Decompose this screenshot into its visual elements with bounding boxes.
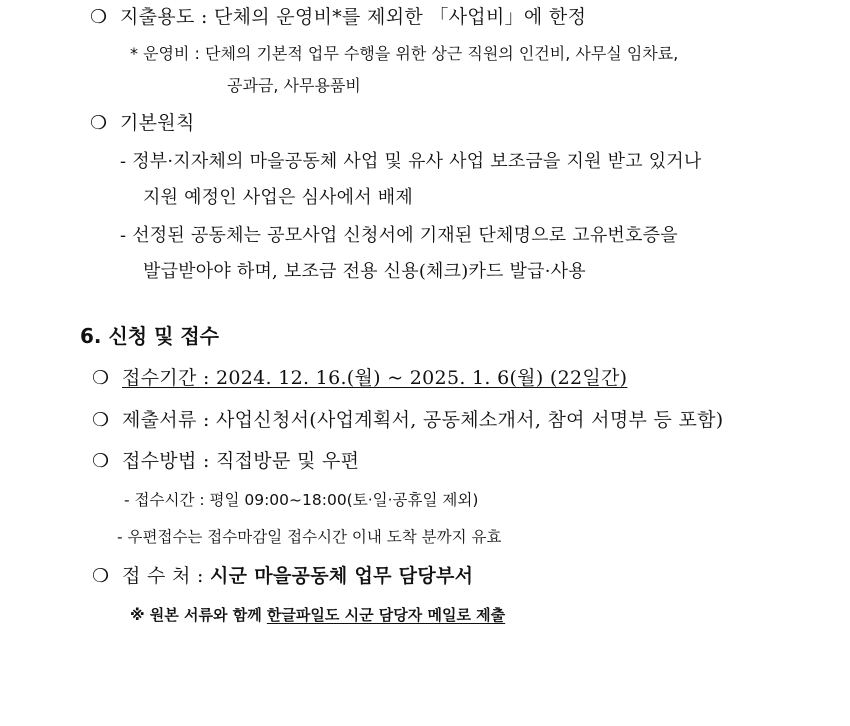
circle-bullet-icon: ❍	[92, 565, 110, 587]
documents-text: 제출서류 : 사업신청서(사업계획서, 공동체소개서, 참여 서명부 등 포함)	[122, 409, 724, 431]
principles-label: 기본원칙	[120, 112, 195, 134]
note-underlined: 한글파일도 시군 담당자 메일로 제출	[266, 606, 506, 624]
circle-bullet-icon: ❍	[92, 367, 110, 389]
office-value: 시군 마을공동체 업무 담당부서	[210, 565, 474, 587]
principle-item-2: - 선정된 공동체는 공모사업 신청서에 기재된 단체명으로 고유번호증을	[120, 225, 678, 246]
application-heading: 6. 신청 및 접수	[80, 324, 220, 348]
principles-line	[90, 112, 195, 135]
office-label: 접 수 처 :	[122, 565, 211, 587]
circle-bullet-icon: ❍	[92, 450, 110, 472]
principle-item-1: - 정부·지자체의 마을공동체 사업 및 유사 사업 보조금을 지원 받고 있거나	[120, 151, 702, 172]
mail-reception: - 우편접수는 접수마감일 접수시간 이내 도착 분까지 유효	[117, 528, 502, 546]
submission-use-line	[90, 6, 586, 29]
submission-use-text: 지출용도 : 단체의 운영비*를 제외한 「사업비」에 한정	[120, 6, 587, 28]
application-period-line	[92, 367, 627, 390]
circle-bullet-icon: ❍	[90, 112, 108, 134]
method-text: 접수방법 : 직접방문 및 우편	[122, 450, 360, 472]
documents-line	[92, 409, 724, 432]
note-prefix: ※ 원본 서류와 함께	[130, 606, 267, 624]
operating-cost-footnote-cont: 공과금, 사무용품비	[227, 76, 361, 95]
submission-note	[130, 606, 505, 624]
principle-item-2-cont: 발급받아야 하며, 보조금 전용 신용(체크)카드 발급·사용	[143, 261, 586, 282]
office-line	[92, 565, 473, 588]
method-line	[92, 450, 359, 473]
circle-bullet-icon: ❍	[90, 6, 108, 28]
application-period: 접수기간 : 2024. 12. 16.(월) ~ 2025. 1. 6(월) (22일간)	[122, 367, 628, 389]
reception-hours: - 접수시간 : 평일 09:00~18:00(토·일·공휴일 제외)	[124, 491, 479, 509]
principle-item-1-cont: 지원 예정인 사업은 심사에서 배제	[143, 187, 413, 208]
circle-bullet-icon: ❍	[92, 409, 110, 431]
operating-cost-footnote: * 운영비 : 단체의 기본적 업무 수행을 위한 상근 직원의 인건비, 사무실 임차료,	[130, 44, 679, 63]
